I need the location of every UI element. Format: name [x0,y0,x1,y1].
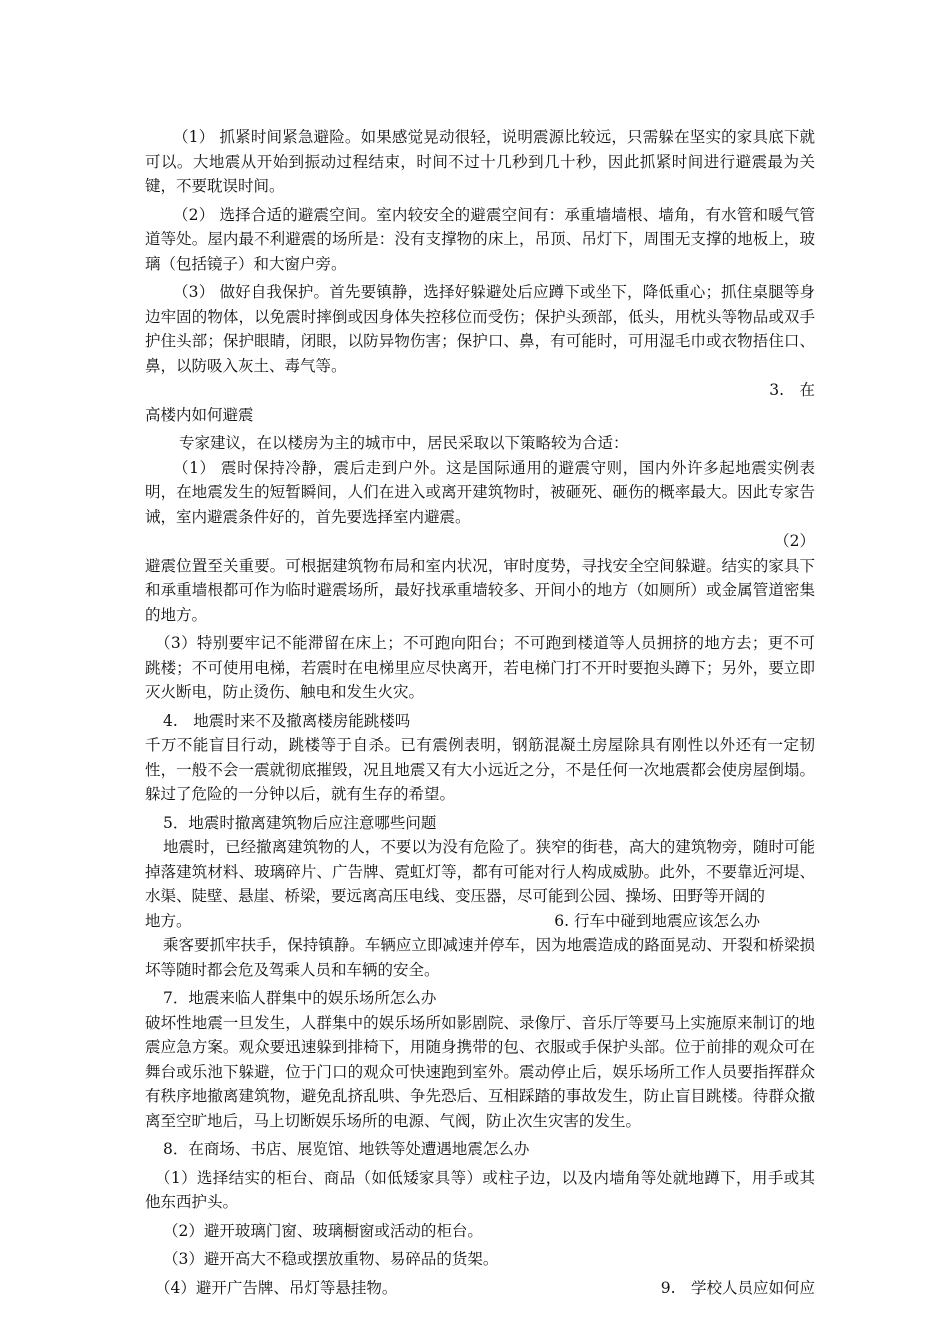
heading-high-rise: 高楼内如何避震 [145,405,254,424]
paragraph-expert-advice: 专家建议，在以楼房为主的城市中，居民采取以下策略较为合适： [179,434,629,452]
paragraph-mall-4: （4）避开广告牌、吊灯等悬挂物。 [155,1278,398,1297]
section-3-number: 3. 在 [769,381,815,399]
heading-7: 7．地震来临人群集中的娱乐场所怎么办 [163,989,437,1007]
paragraph-safe-space: （2） 选择合适的避震空间。室内较安全的避震空间有：承重墙墙根、墙角，有水管和暖气管道等处。屋内最不利避震的场所是：没有支撑物的床上，吊顶、吊灯下，周围无支撑的地板上，玻璃（包括镜子）和大窗户旁。 [145,205,815,273]
paragraph-stay-calm: （1） 震时保持冷静，震后走到户外。这是国际通用的避震守则，国内外许多起地震实例表明，在地震发生的短暂瞬间，人们在进入或离开建筑物时，被砸死、砸伤的概率最大。因此专家告诫，室内避震条件好的，首先要选择室内避震。 [145,458,815,526]
heading-6: 6. 行车中碰到地震应该怎么办 [554,911,760,930]
heading-4: 4. 地震时来不及撤离楼房能跳楼吗 [163,711,411,730]
line-heading-9 [145,1276,815,1301]
paragraph-self-protection: （3） 做好自我保护。首先要镇静，选择好躲避处后应蹲下或坐下，降低重心；抓住桌腿等身边牢固的物体，以免震时摔倒或因身体失控移位而受伤；保护头颈部，低头，用枕头等物品或双手护住头部；保护眼睛，闭眼，以防异物伤害；保护口、鼻，有可能时，可用湿毛巾或衣物捂住口、鼻，以防吸入灰土、毒气等。 [145,283,815,375]
heading-8: 8．在商场、书店、展览馆、地铁等处遭遇地震怎么办 [163,1140,530,1158]
paragraph-mall-3: （3）避开高大不稳或摆放重物、易碎品的货架。 [163,1250,499,1268]
document-page [145,125,815,1300]
paragraph-mall-2: （2）避开玻璃门窗、玻璃橱窗或活动的柜台。 [163,1221,483,1240]
heading-5: 5．地震时撤离建筑物后应注意哪些问题 [163,813,437,832]
paragraph-driving: 乘客要抓牢扶手，保持镇静。车辆应立即减速并停车，因为地震造成的路面晃动、开裂和桥梁损坏等随时都会危及驾乘人员和车辆的安全。 [145,936,815,979]
heading-9: 9. 学校人员应如何应 [660,1278,815,1297]
paragraph-avoidance-position: 避震位置至关重要。可根据建筑物布局和室内状况，审时度势，寻找安全空间躲避。结实的家具下和承重墙根都可作为临时避震场所，最好找承重墙较多、开间小的地方（如厕所）或金属管道密集的地方。 [145,556,815,624]
line-heading-6 [145,909,815,934]
paragraph-urgent-avoidance: （1） 抓紧时间紧急避险。如果感觉晃动很轻，说明震源比较远，只需躲在坚实的家具底下就可以。大地震从开始到振动过程结束，时间不过十几秒到几十秒，因此抓紧时间进行避震最为关键，不要耽误时间。 [145,128,815,195]
paragraph-do-not-jump: （3）特别要牢记不能滞留在床上；不可跑向阳台；不可跑到楼道等人员拥挤的地方去；更不可跳楼；不可使用电梯，若震时在电梯里应尽快离开，若电梯门打不开时要抱头蹲下；另外，要立即灭火断电，防止烫伤、触电和发生火灾。 [145,634,815,701]
paragraph-mall-1: （1）选择结实的柜台、商品（如低矮家具等）或柱子边，以及内墙角等处就地蹲下，用手或其他东西护头。 [145,1168,815,1211]
paragraph-no-jumping: 千万不能盲目行动，跳楼等于自杀。已有震例表明，钢筋混凝土房屋除具有刚性以外还有一定韧性，一般不会一震就彻底摧毁，况且地震又有大小远近之分，不是任何一次地震都会使房屋倒塌。躲过了危险的一分钟以后，就有生存的希望。 [145,736,815,803]
paragraph-entertainment-venue: 破坏性地震一旦发生，人群集中的娱乐场所如影剧院、录像厅、音乐厅等要马上实施原来制订的地震应急方案。观众要迅速躲到排椅下，用随身携带的包、衣服或手保护头部。位于前排的观众可在舞台或乐池下躲避，位于门口的观众可快速跑到室外。震动停止后，娱乐场所工作人员要指挥群众有秩序地撤离建筑物，避免乱挤乱哄、争先恐后、互相踩踏的事故发生，防止盲目跳楼。待群众撤离至空旷地后，马上切断娱乐场所的电源、气阀，防止次生灾害的发生。 [145,1013,815,1130]
item-2-number: （2） [774,532,815,550]
paragraph-after-evacuation-end: 地方。 [145,911,192,930]
paragraph-after-evacuation: 地震时，已经撤离建筑物的人，不要以为没有危险了。狭窄的街巷，高大的建筑物旁，随时可能掉落建筑材料、玻璃碎片、广告牌、霓虹灯等，都有可能对行人构成威胁。此外，不要靠近河堤、水渠、陡壁、悬崖、桥梁，要远离高压电线、变压器，尽可能到公园、操场、田野等开阔的 [145,838,815,905]
line-item-2-start [145,529,815,554]
line-section-3-start [145,378,815,403]
